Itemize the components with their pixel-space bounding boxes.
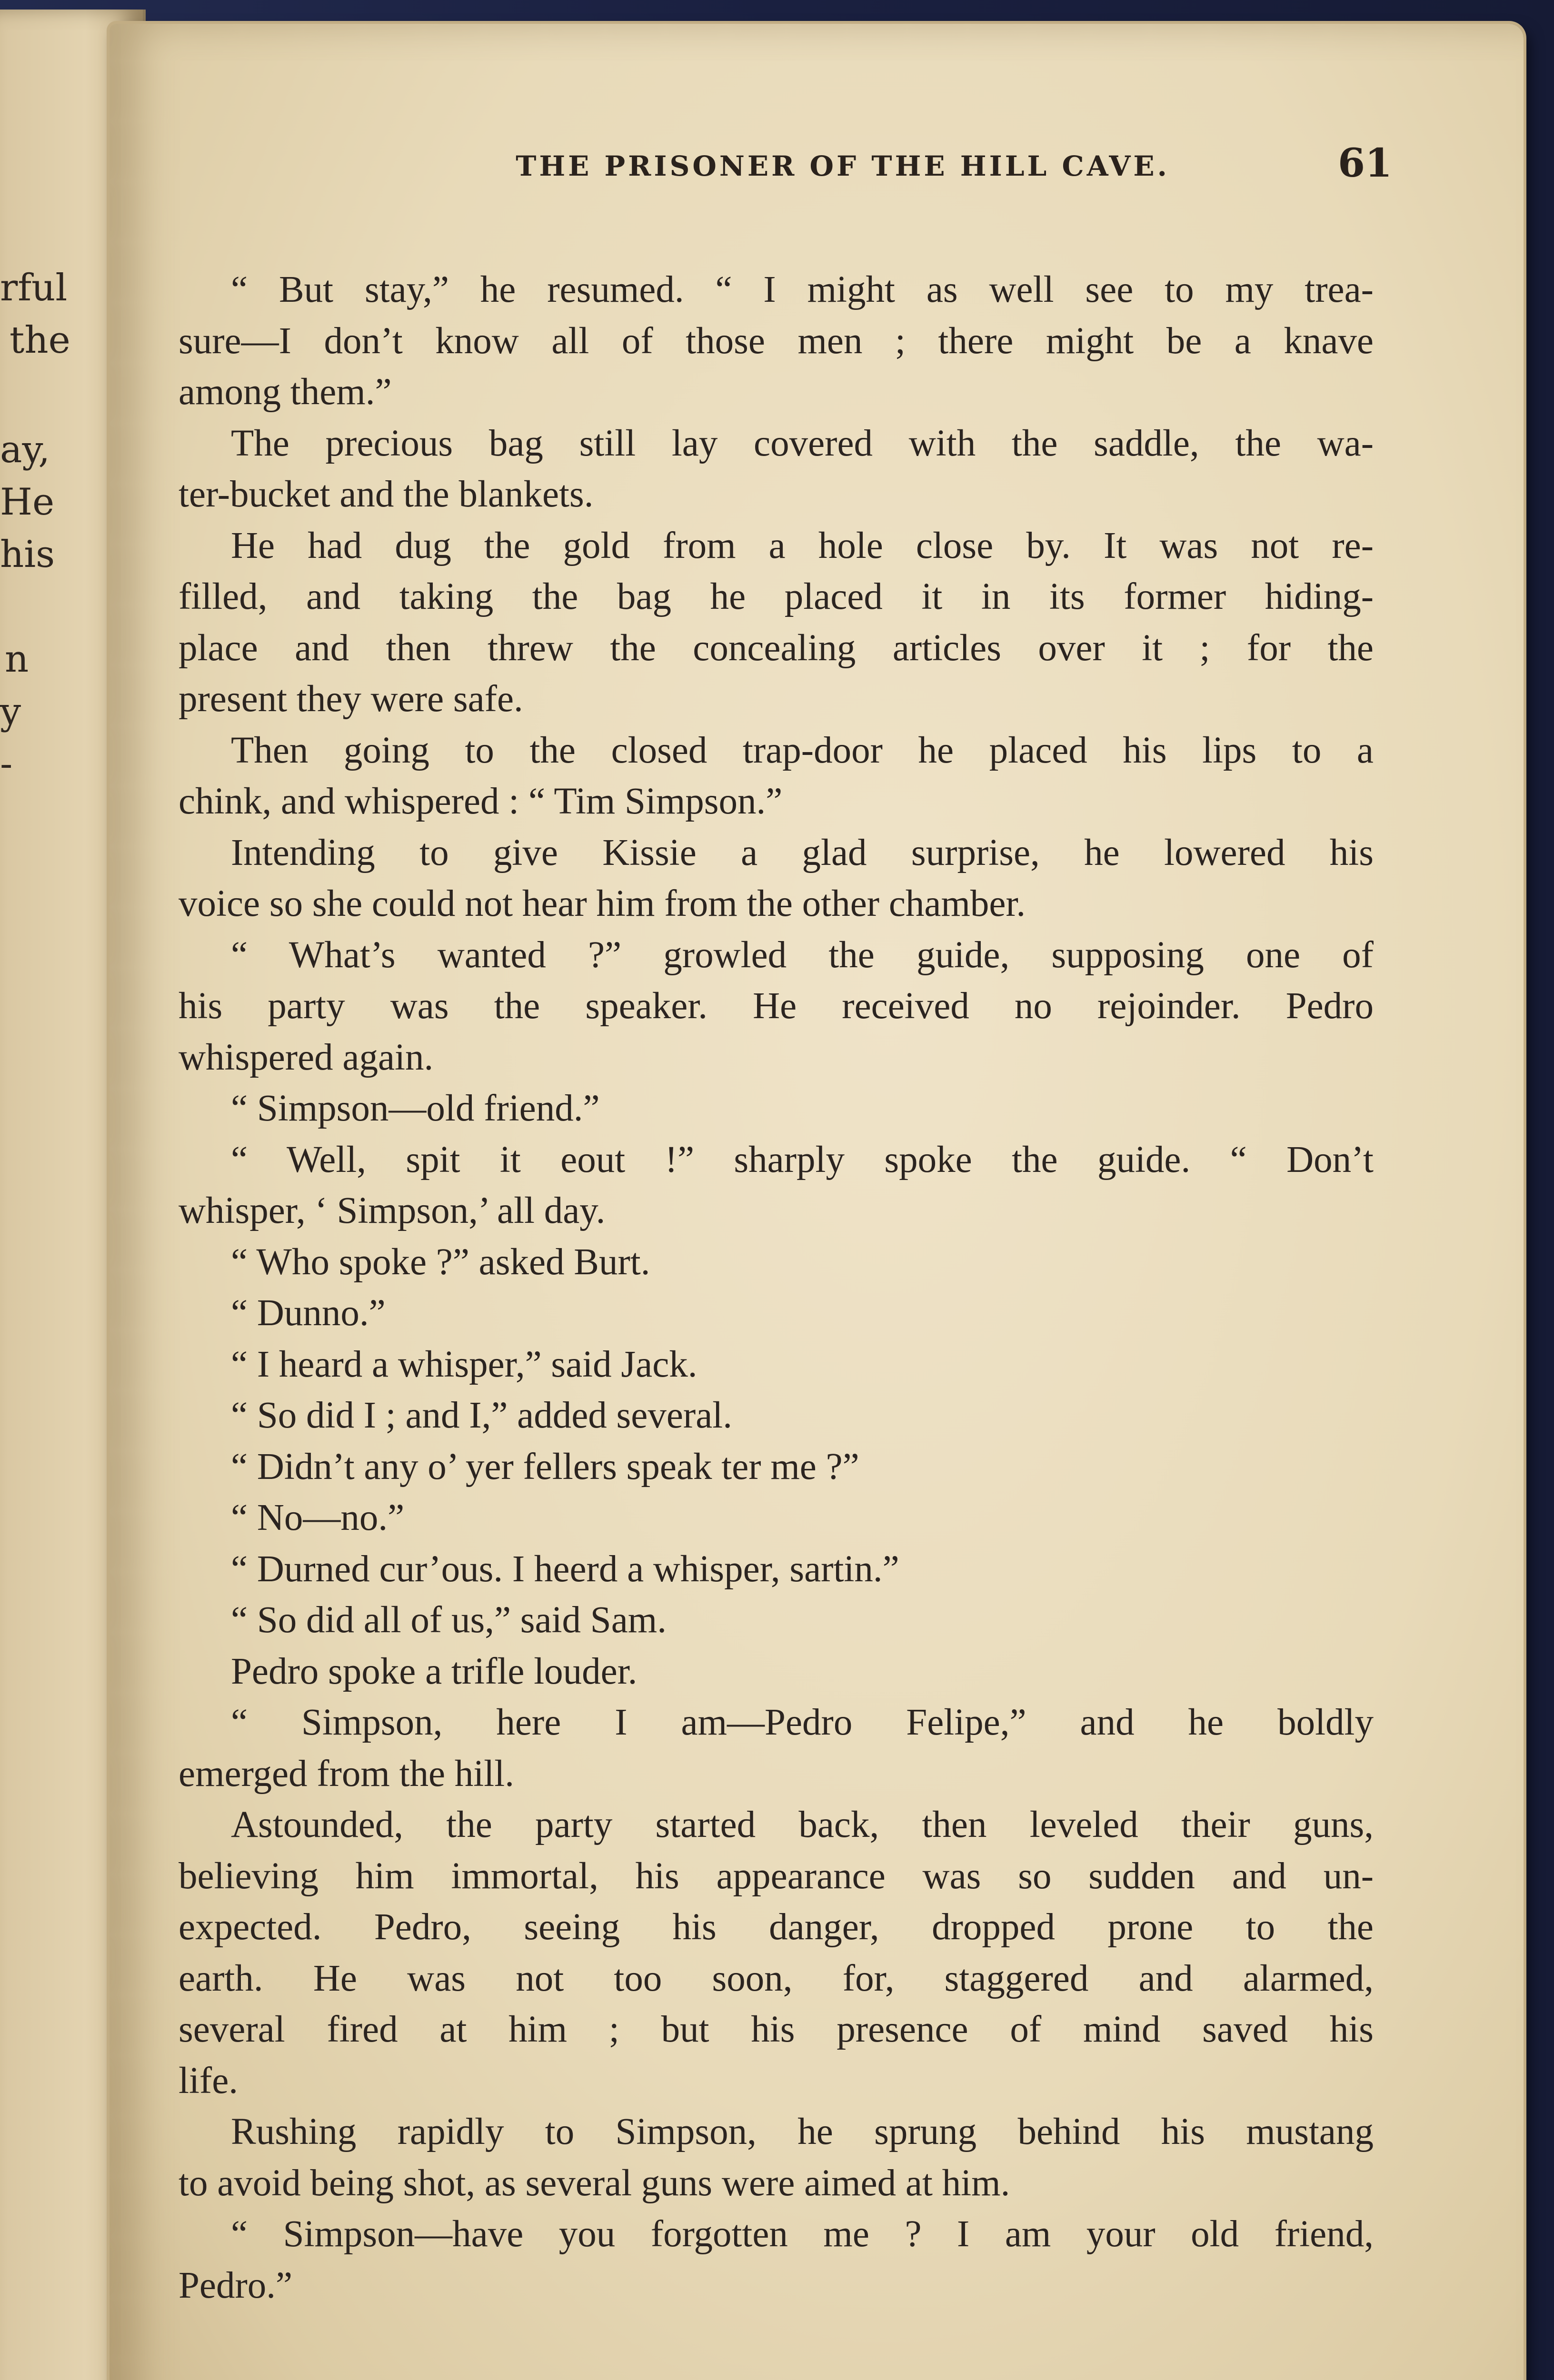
text-line: Pedro.” — [179, 2264, 293, 2306]
text-line: “ Simpson—have you forgotten me ? I am your old friend, — [231, 2213, 1374, 2255]
text-line: place and then threw the concealing articles over it ; for the — [179, 627, 1374, 669]
text-line: earth. He was not too soon, for, staggered and alarmed, — [179, 1957, 1374, 1999]
text-line: “ Didn’t any o’ yer fellers speak ter me ?” — [231, 1446, 859, 1488]
left-page-fragment: n — [5, 638, 29, 681]
left-page-fragment: rful — [0, 267, 68, 309]
left-page-fragment: y — [0, 690, 21, 733]
text-line: voice so she could not hear him from the other chamber. — [179, 883, 1026, 924]
text-line: whispered again. — [179, 1036, 434, 1078]
text-line: Intending to give Kissie a glad surprise, he lowered his — [231, 832, 1374, 873]
text-line: filled, and taking the bag he placed it in its former hiding- — [179, 576, 1374, 617]
text-line: “ Simpson, here I am—Pedro Felipe,” and he boldly — [231, 1702, 1374, 1743]
text-line: Pedro spoke a trifle louder. — [231, 1650, 638, 1692]
text-line: “ Well, spit it eout !” sharply spoke the guide. “ Don’t — [231, 1139, 1374, 1180]
left-page-fragment: He — [0, 481, 55, 524]
running-head: THE PRISONER OF THE HILL CAVE. — [516, 150, 1170, 182]
text-line: “ But stay,” he resumed. “ I might as well see to my trea- — [231, 269, 1374, 310]
left-page-fragment: the — [10, 319, 70, 362]
text-line: The precious bag still lay covered with the saddle, the wa- — [231, 422, 1374, 464]
book-page — [110, 24, 1524, 2380]
text-line: emerged from the hill. — [179, 1753, 514, 1795]
text-line: “ No—no.” — [231, 1497, 405, 1538]
left-page-fragment: - — [0, 743, 13, 785]
text-line: life. — [179, 2060, 239, 2102]
text-line: Rushing rapidly to Simpson, he sprung behind his mustang — [231, 2111, 1374, 2152]
text-line: chink, and whispered : “ Tim Simpson.” — [179, 781, 783, 822]
text-line: “ So did all of us,” said Sam. — [231, 1599, 667, 1641]
text-line: expected. Pedro, seeing his danger, dropped prone to the — [179, 1906, 1374, 1948]
text-line: believing him immortal, his appearance was so sudden and un- — [179, 1855, 1374, 1897]
text-line: “ Who spoke ?” asked Burt. — [231, 1241, 650, 1283]
text-line: He had dug the gold from a hole close by. It was not re- — [231, 525, 1374, 566]
body-text — [179, 264, 1374, 2311]
text-line: ter-bucket and the blankets. — [179, 474, 594, 515]
text-line: his party was the speaker. He received no rejoinder. Pedro — [179, 985, 1374, 1027]
text-line: “ Durned cur’ous. I heerd a whisper, sartin.” — [231, 1548, 899, 1590]
text-line: “ So did I ; and I,” added several. — [231, 1395, 732, 1436]
text-line: “ Simpson—old friend.” — [231, 1088, 600, 1129]
text-line: “ Dunno.” — [231, 1292, 386, 1334]
text-line: among them.” — [179, 371, 392, 413]
text-line: “ I heard a whisper,” said Jack. — [231, 1343, 697, 1385]
text-line: whisper, ‘ Simpson,’ all day. — [179, 1190, 606, 1231]
text-line: sure—I don’t know all of those men ; there might be a knave — [179, 320, 1374, 362]
page-number: 61 — [1338, 140, 1393, 186]
left-page-fragment: his — [0, 533, 55, 576]
left-page-fragment: ay, — [0, 428, 50, 471]
text-line: Astounded, the party started back, then leveled their guns, — [231, 1804, 1374, 1845]
text-line: to avoid being shot, as several guns were aimed at him. — [179, 2162, 1010, 2204]
text-line: “ What’s wanted ?” growled the guide, supposing one of — [231, 934, 1374, 976]
text-line: present they were safe. — [179, 678, 523, 720]
text-line: Then going to the closed trap-door he placed his lips to a — [231, 729, 1374, 771]
text-line: several fired at him ; but his presence of mind saved his — [179, 2009, 1374, 2050]
